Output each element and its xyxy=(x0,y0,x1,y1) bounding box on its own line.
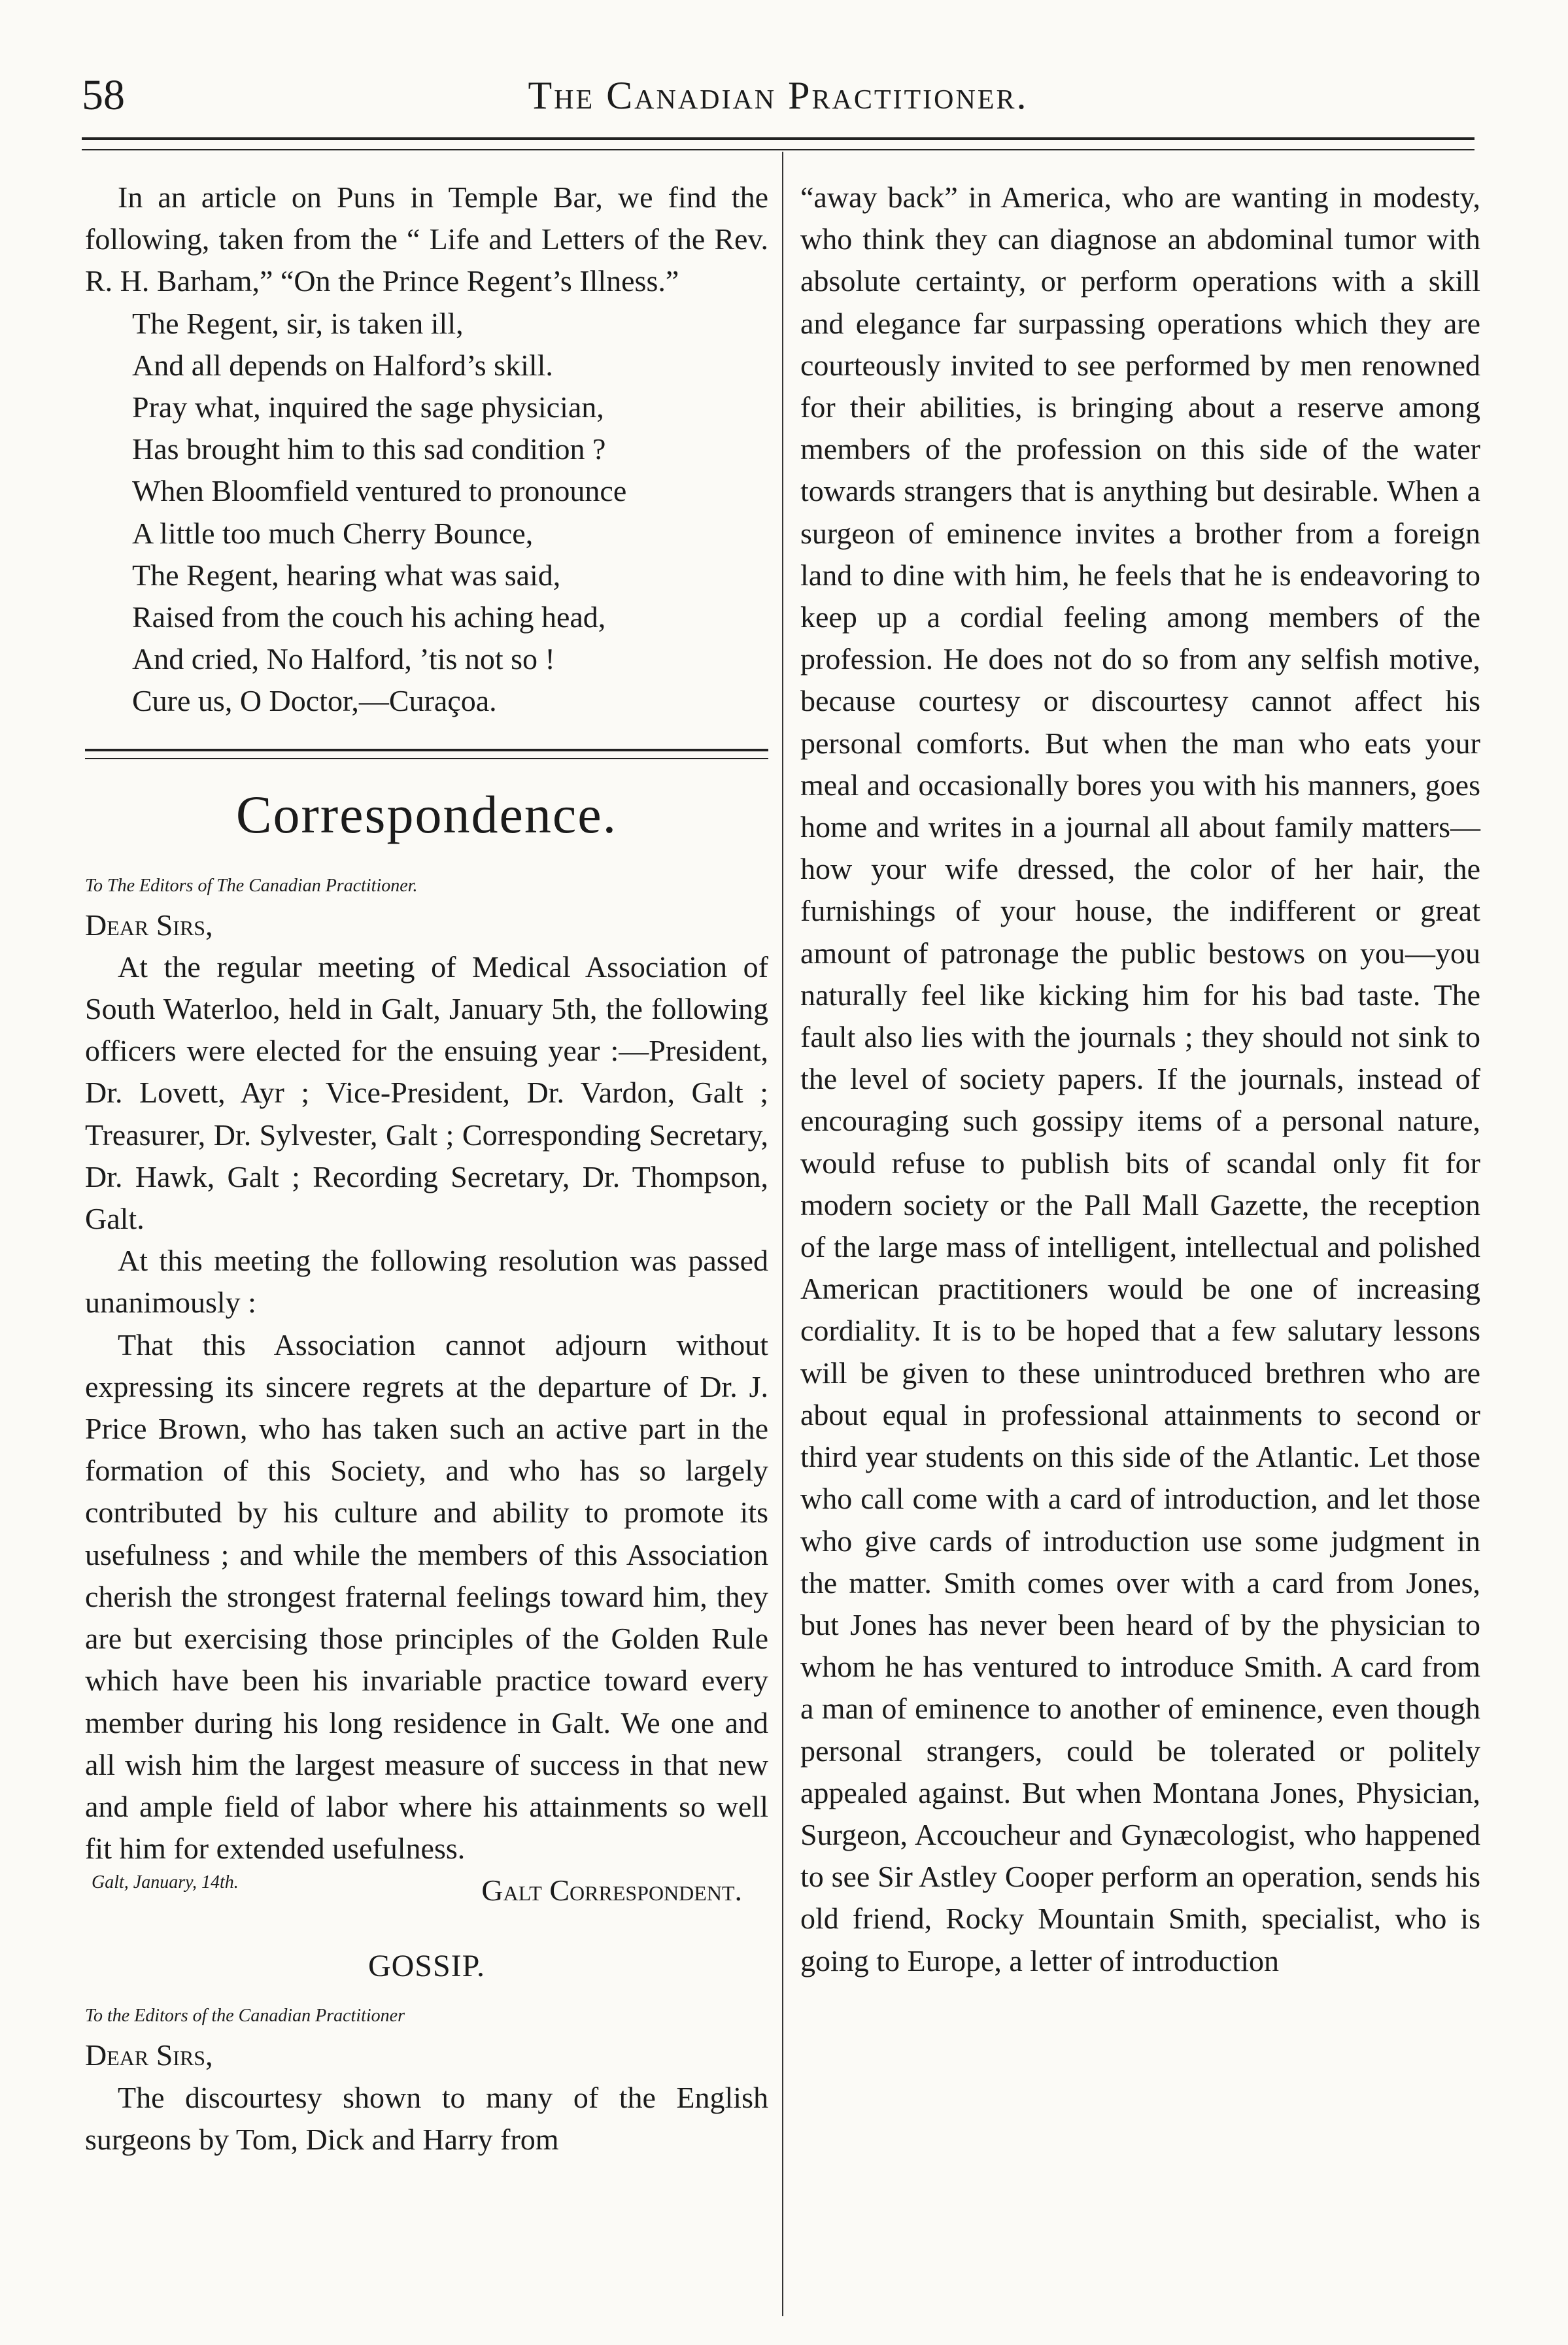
resolution-text: That this Association cannot adjourn without expressing its sincere regrets at the departure of Dr. J. Price Brown, who has taken such an active part in the formation of this Society, and who has so largely contributed by his culture and ability to promote its usefulness ; and while the members of this Association cherish the strongest fraternal feelings toward him, they are but exercising those principles of the Golden Rule which have been his invariable practice toward every member during his long residence in Galt. We one and all wish him the largest measure of success in that new and ample field of labor where his attainments so well fit him for extended usefulness. xyxy=(85,1327,768,1866)
section-rule-thin xyxy=(85,758,768,759)
poem-line: And all depends on Halford’s skill. xyxy=(132,348,553,382)
poem-line: A little too much Cherry Bounce, xyxy=(132,516,534,550)
header-rule-thick xyxy=(82,137,1474,140)
letter1-address: To The Editors of The Canadian Practitioner. xyxy=(85,875,418,896)
letter2-salutation: Dear Sirs, xyxy=(85,2038,213,2072)
column-divider xyxy=(782,152,783,2316)
poem-line: Has brought him to this sad condition ? xyxy=(132,432,606,466)
gossip-continued-paragraph: “away back” in America, who are wanting in modesty, who think they can diagnose an abdominal tumor with absolute certainty, or perform operations with a skill and elegance far surpassing operations which they are courteously invited to see performed by men renowned for their abilities, is bringing about a reserve among members of the profession on this side of the water towards strangers that is anything but desirable. When a surgeon of eminence invites a brother from a foreign land to dine with him, he feels that he is endeavoring to keep up a cordial feeling among members of the profession. He does not do so from any selfish motive, because courtesy or discourtesy cannot affect his personal comforts. But when the man who eats your meal and occasionally bores you with his manners, goes home and writes in a journal all about family matters—how your wife dressed, the color of her hair, the furnishings of your house, the indifferent or great amount of patronage the public bestows on you—you naturally feel like kicking him for his bad taste. The fault also lies with the journals ; they should not sink to the level of society papers. If the journals, instead of encouraging such gossipy items of a personal nature, would refuse to publish bits of scandal only fit for modern society or the Pall Mall Gazette, the reception of the large mass of intelligent, intellectual and polished American practitioners would be one of increasing cordiality. It is to be hoped that a few salutary lessons will be given to these unintroduced brethren who are about equal in professional attainments to second or third year students on this side of the Atlantic. Let those who call come with a card of introduction, and let those who give cards of introduction use some judgment in the matter. Smith comes over with a card from Jones, but Jones has never been heard of by the physician to whom he has ventured to introduce Smith. A card from a man of eminence to another of eminence, even though personal strangers, could be tolerated or politely appealed against. But when Montana Jones, Physician, Surgeon, Accoucheur and Gynæcologist, who happened to see Sir Astley Cooper perform an operation, sends his old friend, Rocky Mountain Smith, specialist, who is going to Europe, a letter of introduction xyxy=(800,180,1480,1977)
poem-line: When Bloomfield ventured to pronounce xyxy=(132,474,627,508)
poem xyxy=(132,303,768,723)
letter1-signature: Galt Correspondent. xyxy=(481,1874,742,1908)
letter1-dateline: Galt, January, 14th. xyxy=(92,1872,239,1893)
letter2-paragraph: The discourtesy shown to many of the English surgeons by Tom, Dick and Harry from xyxy=(85,2080,768,2156)
poem-line: The Regent, hearing what was said, xyxy=(132,558,561,592)
running-title: The Canadian Practitioner. xyxy=(528,74,1029,117)
poem-line: And cried, No Halford, ’tis not so ! xyxy=(132,642,555,676)
section-rule-thick xyxy=(85,749,768,751)
letter1-paragraph: At the regular meeting of Medical Association of South Waterloo, held in Galt, January 5th, the following officers were elected for the ensuing year :—President, Dr. Lovett, Ayr ; Vice-President, Dr. Vardon, Galt ; Treasurer, Dr. Sylvester, Galt ; Corresponding Secretary, Dr. Hawk, Galt ; Recording Secretary, Dr. Thompson, Galt. xyxy=(85,950,768,1236)
left-column xyxy=(85,177,768,2161)
poem-line: Pray what, inquired the sage physician, xyxy=(132,390,604,424)
letter2-address: To the Editors of the Canadian Practitioner xyxy=(85,2006,405,2027)
gossip-heading: GOSSIP. xyxy=(367,1949,486,1984)
puns-intro: In an article on Puns in Temple Bar, we find the following, taken from the “ Life and Letters of the Rev. R. H. Barham,” “On the Prince Regent’s Illness.” xyxy=(85,180,768,298)
poem-line: Cure us, O Doctor,—Curaçoa. xyxy=(132,684,497,718)
right-column xyxy=(800,177,1480,1982)
correspondence-heading: Correspondence. xyxy=(235,784,618,844)
page-number: 58 xyxy=(82,71,125,119)
poem-line: Raised from the couch his aching head, xyxy=(132,600,606,634)
poem-line: The Regent, sir, is taken ill, xyxy=(132,306,464,340)
page-header xyxy=(82,71,1474,123)
letter1-salutation: Dear Sirs, xyxy=(85,908,213,942)
letter1-paragraph: At this meeting the following resolution was passed unanimously : xyxy=(85,1244,768,1320)
header-rule-thin xyxy=(82,149,1474,150)
